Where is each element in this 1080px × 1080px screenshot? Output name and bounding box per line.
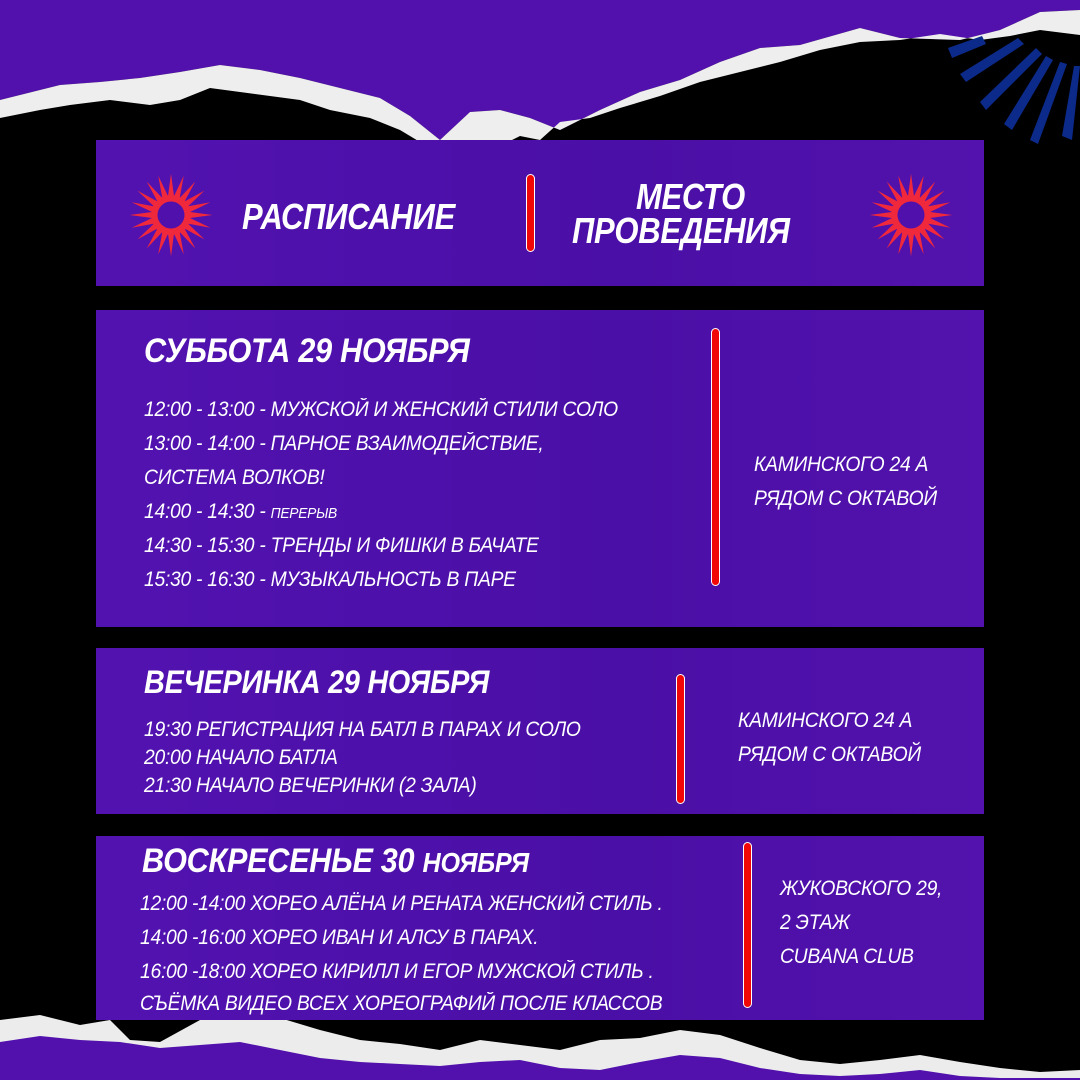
schedule-line: 12:00 -14:00 ХОРЕО АЛЁНА И РЕНАТА ЖЕНСКИЙ СТИЛЬ . [140,892,663,915]
sun-burst-icon [866,170,956,260]
schedule-line: 16:00 -18:00 ХОРЕО КИРИЛЛ И ЕГОР МУЖСКОЙ СТИЛЬ . [140,960,654,983]
schedule-heading: РАСПИСАНИЕ [242,196,456,237]
schedule-line: 15:30 - 16:30 - МУЗЫКАЛЬНОСТЬ В ПАРЕ [144,568,516,591]
section-divider [743,842,752,1008]
venue-address: ЖУКОВСКОГО 29, 2 ЭТАЖ CUBANA CLUB [780,877,943,968]
header-divider [526,174,535,252]
venue-heading-line2: ПРОВЕДЕНИЯ [572,210,790,251]
venue-address: КАМИНСКОГО 24 А РЯДОМ С ОКТАВОЙ [754,453,937,510]
party-title: ВЕЧЕРИНКА 29 НОЯБРЯ [144,664,490,700]
schedule-line: 19:30 РЕГИСТРАЦИЯ НА БАТЛ В ПАРАХ И СОЛО [144,718,581,741]
schedule-line: 14:00 -16:00 ХОРЕО ИВАН И АЛСУ В ПАРАХ. [140,926,539,949]
section-divider [676,674,685,804]
blue-rays-decoration [948,36,1080,144]
schedule-line: СЪЁМКА ВИДЕО ВСЕХ ХОРЕОГРАФИЙ ПОСЛЕ КЛАССОВ [140,992,663,1015]
schedule-line: СИСТЕМА ВОЛКОВ! [144,466,325,489]
saturday-title: СУББОТА 29 НОЯБРЯ [144,332,470,370]
schedule-line: 12:00 - 13:00 - МУЖСКОЙ И ЖЕНСКИЙ СТИЛИ СОЛО [144,398,618,421]
top-purple-paper [0,0,1080,140]
party-panel [96,648,984,814]
sunday-panel [96,836,984,1020]
schedule-line: 14:00 - 14:30 - ПЕРЕРЫВ [144,500,337,523]
schedule-line: 21:30 НАЧАЛО ВЕЧЕРИНКИ (2 ЗАЛА) [144,774,477,797]
sunday-title: ВОСКРЕСЕНЬЕ 30 НОЯБРЯ [142,842,529,880]
sun-burst-icon [126,170,216,260]
schedule-line: 20:00 НАЧАЛО БАТЛА [144,746,338,769]
venue-address: КАМИНСКОГО 24 А РЯДОМ С ОКТАВОЙ [738,709,921,766]
schedule-line: 14:30 - 15:30 - ТРЕНДЫ И ФИШКИ В БАЧАТЕ [144,534,539,557]
schedule-line: 13:00 - 14:00 - ПАРНОЕ ВЗАИМОДЕЙСТВИЕ, [144,432,544,455]
header-panel [96,140,984,286]
venue-heading-line1: МЕСТО [636,176,745,217]
saturday-panel [96,310,984,627]
section-divider [711,328,720,586]
